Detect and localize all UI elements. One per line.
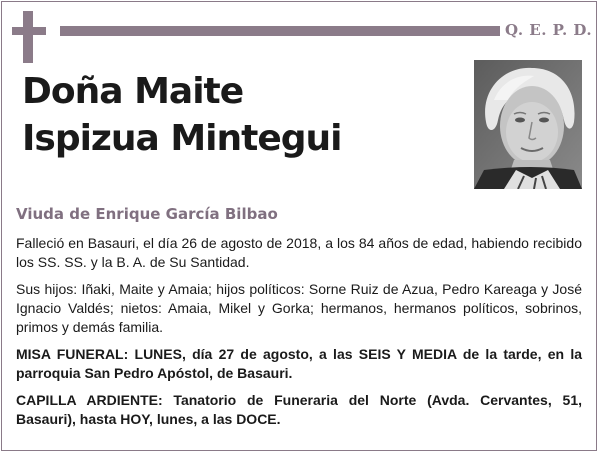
portrait-photo (474, 60, 582, 189)
cross-icon-arm (12, 27, 46, 35)
widow-of-line: Viuda de Enrique García Bilbao (16, 205, 278, 223)
cross-icon (23, 11, 33, 63)
death-notice-paragraph: Falleció en Basauri, el día 26 de agosto de 2018, a los 84 años de edad, habiendo recibido los SS. SS. y la B. A. de Su Santidad. (16, 235, 582, 270)
name-line-1: Doña Maite (22, 71, 244, 112)
obituary-body (16, 234, 582, 437)
funeral-mass-paragraph: MISA FUNERAL: LUNES, día 27 de agosto, a las SEIS Y MEDIA de la tarde, en la parroquia San Pedro Apóstol, de Basauri. (16, 346, 582, 381)
family-paragraph: Sus hijos: Iñaki, Maite y Amaia; hijos políticos: Sorne Ruiz de Azua, Pedro Kareaga y José Ignacio Valdés; nietos: Amaia, Mikel y Gorka; hermanos, hermanos políticos, sobrinos, primos y demás familia. (16, 281, 582, 335)
obituary-card (1, 1, 597, 451)
deceased-name (22, 68, 342, 162)
chapel-paragraph: CAPILLA ARDIENTE: Tanatorio de Funeraria del Norte (Avda. Cervantes, 51, Basauri), hasta HOY, lunes, a las DOCE. (16, 392, 582, 427)
name-line-2: Ispizua Mintegui (22, 118, 342, 159)
qepd-label: Q. E. P. D. (505, 21, 593, 39)
header-rule (60, 26, 500, 36)
